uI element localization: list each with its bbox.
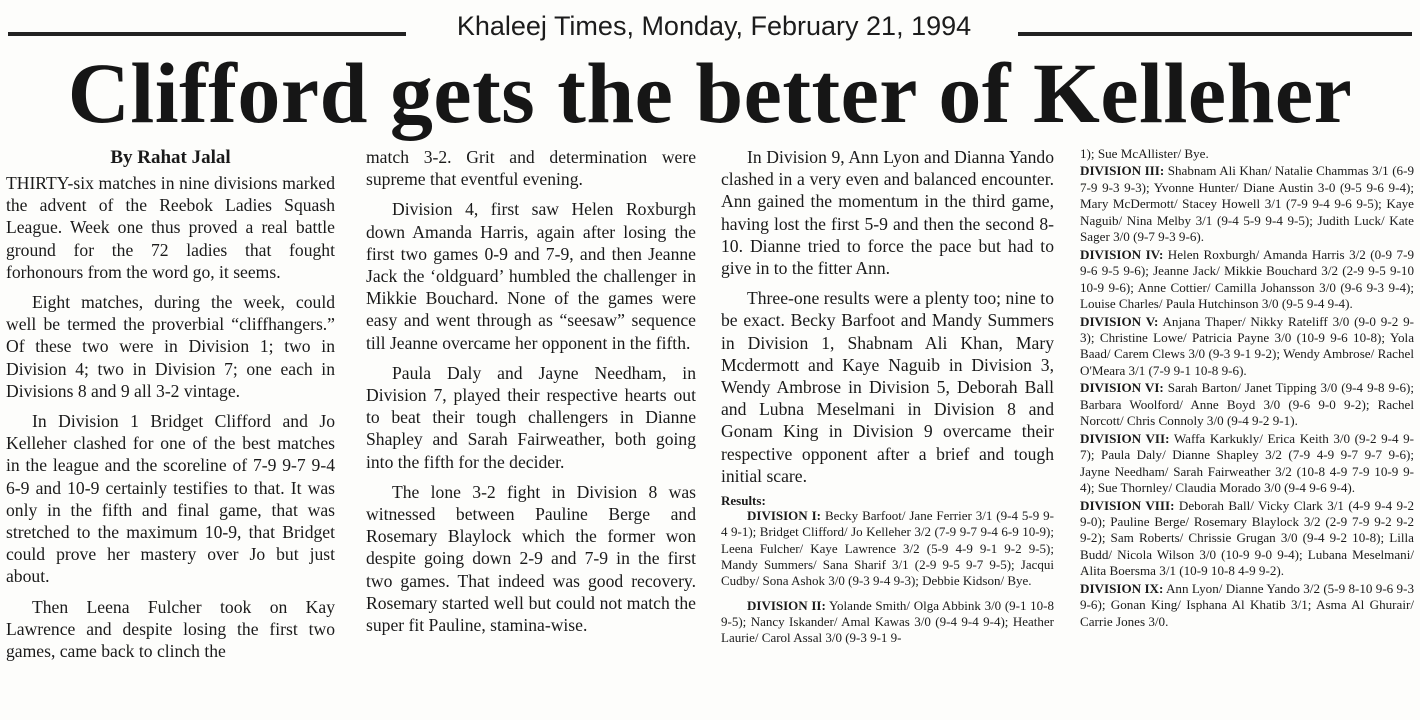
results-division-7 <box>1080 431 1414 497</box>
division-label: DIVISION II: <box>747 597 826 613</box>
paragraph: Division 4, first saw Helen Roxburgh down Amanda Harris, again after losing the first two games 0-9 and 7-9, and then Jeanne Jack the ‘oldguard’ humbled the challenger in Mikkie Bouchard. None of the games were easy and went through as “seesaw” sequence till Jeanne overcame her opponent in the fifth. <box>366 199 696 353</box>
results-division-4 <box>1080 247 1414 313</box>
article-column-1 <box>6 146 335 720</box>
division-results: Anjana Thaper/ Nikky Rateliff 3/0 (9-0 9-2 9-3); Christine Lowe/ Patricia Payne 3/0 (10-9 9-6 10-8); Yola Baad/ Carem Clews 3/0 (9-3 9-1 9-2); Wendy Ambrose/ Rachel O'Meara 3/1 (7-9 9-1 10-8 9-6). <box>1080 313 1414 378</box>
division-label: DIVISION VII: <box>1080 430 1170 446</box>
results-division-3 <box>1080 163 1414 245</box>
paragraph: In Division 9, Ann Lyon and Dianna Yando clashed in a very even and balanced encounter. Ann gained the momentum in the third game, having lost the first 5-9 and then the second 8-10. Dianne tried to force the pace but had to give in to the fitter Ann. <box>721 147 1054 279</box>
results-continued: 1); Sue McAllister/ Bye. <box>1080 146 1209 161</box>
division-label: DIVISION III: <box>1080 163 1165 179</box>
paragraph: Then Leena Fulcher took on Kay Lawrence and despite losing the first two games, came back to clinch the <box>6 596 335 662</box>
paragraph: Paula Daly and Jayne Needham, in Division 7, played their respective hearts out to beat their tough challengers in Dianne Shapley and Sarah Fairweather, both going into the fifth for the decider. <box>366 362 696 472</box>
division-results: Ann Lyon/ Dianne Yando 3/2 (5-9 8-10 9-6 9-3 9-6); Gonan King/ Isphana Al Khatib 3/1; Asma Al Ghurair/ Carrie Jones 3/0. <box>1080 580 1414 629</box>
article-column-3 <box>721 146 1054 720</box>
results-division-6 <box>1080 380 1414 429</box>
division-results: Deborah Ball/ Vicky Clark 3/1 (4-9 9-4 9-2 9-0); Pauline Berge/ Rosemary Blaylock 3/2 (2-9 7-9 9-2 9-2 9-2); Sam Roberts/ Chrissie Grugan 3/0 (9-4 9-2 10-8); Lilla Budd/ Nicola Wilson 3/0 (10-9 9-0 9-4); Lubana Meselmani/ Alita Boersma 3/1 (10-9 10-8 4-9 9-2). <box>1080 497 1414 579</box>
paragraph: match 3-2. Grit and determination were supreme that eventful evening. <box>366 147 696 190</box>
paragraph: Three-one results were a plenty too; nine to be exact. Becky Barfoot and Mandy Summers in Division 1, Shabnam Ali Khan, Mary Mcdermott and Kaye Naguib in Division 3, Wendy Ambrose in Division 5, Deborah Ball and Lubna Meselmani in Division 8 and Gonam King in Division 9 overcame their respective opponent after a brief and tough initial scare. <box>721 288 1054 486</box>
results-division-8 <box>1080 498 1414 580</box>
masthead-rule-left <box>8 32 406 36</box>
article-column-2 <box>366 146 696 720</box>
paragraph: THIRTY-six matches in nine divisions marked the advent of the Reebok Ladies Squash League. Week one thus proved a real battle ground for the 72 ladies that fought forhonours from the word go, it seems. <box>6 173 335 282</box>
results-column <box>1080 146 1414 720</box>
division-results: Shabnam Ali Khan/ Natalie Chammas 3/1 (6-9 7-9 9-3 9-3); Yvonne Hunter/ Diane Austin 3-0 (9-5 9-6 9-4); Mary McDermott/ Stacey Howell 3/1 (7-9 9-4 9-6 9-5); Kaye Naguib/ Nina Melby 3/1 (9-4 5-9 9-4 9-5); Judith Luck/ Kate Sager 3/0 (9-7 9-3 9-6). <box>1080 163 1414 245</box>
paragraph: The lone 3-2 fight in Division 8 was witnessed between Pauline Berge and Rosemary Blaylock which the former won despite going down 2-9 and 7-9 in the first two games. That indeed was good recovery. Rosemary started well but could not match the super fit Pauline, stamina-wise. <box>366 481 696 636</box>
division-results: Becky Barfoot/ Jane Ferrier 3/1 (9-4 5-9 9-4 9-1); Bridget Clifford/ Jo Kelleher 3/2 (7-9 9-7 9-4 6-9 10-9); Leena Fulcher/ Kaye Lawrence 3/2 (5-9 4-9 9-1 9-2 9-5); Mandy Summers/ Sana Sharif 3/1 (2-9 9-5 9-7 9-5); Jacqui Cudby/ Sona Ashok 3/0 (9-3 9-4 9-3); Debbie Kidson/ Bye. <box>721 508 1054 589</box>
masthead-rule-right <box>1018 32 1412 36</box>
division-label: DIVISION V: <box>1080 313 1159 329</box>
division-label: DIVISION IX: <box>1080 580 1164 596</box>
division-results: Sarah Barton/ Janet Tipping 3/0 (9-4 9-8 9-6); Barbara Woolford/ Anne Boyd 3/0 (9-6 9-0 9-2); Rachel Norcott/ Chris Connoly 3/0 (9-4 9-2 9-1). <box>1080 380 1414 429</box>
results-division-2 <box>721 598 1054 647</box>
masthead-text: Khaleej Times, Monday, February 21, 1994 <box>456 11 972 41</box>
results-heading: Results: <box>721 493 766 509</box>
division-results: Yolande Smith/ Olga Abbink 3/0 (9-1 10-8 9-5); Nancy Iskander/ Amal Kawas 3/0 (9-4 9-4 9-4); Heather Laurie/ Carol Assal 3/0 (9-3 9-1 9- <box>721 597 1054 646</box>
division-label: DIVISION VI: <box>1080 380 1164 396</box>
headline: Clifford gets the better of Kelleher <box>67 45 1353 141</box>
masthead <box>8 8 1412 44</box>
division-label: DIVISION VIII: <box>1080 497 1175 513</box>
byline: By Rahat Jalal <box>110 147 231 168</box>
results-division-9 <box>1080 581 1414 630</box>
results-division-5 <box>1080 314 1414 380</box>
division-label: DIVISION I: <box>747 508 822 524</box>
division-label: DIVISION IV: <box>1080 246 1164 262</box>
division-results: Helen Roxburgh/ Amanda Harris 3/2 (0-9 7-9 9-6 9-5 9-6); Jeanne Jack/ Mikkie Bouchard 3/2 (2-9 9-5 9-10 10-9 9-6); Anne Cottier/ Camilla Johansson 3/0 (9-6 9-3 9-4); Louise Charles/ Paula Hutchinson 3/0 (9-5 9-4 9-4). <box>1080 246 1414 312</box>
results-division-1 <box>721 508 1054 589</box>
paragraph: In Division 1 Bridget Clifford and Jo Kelleher clashed for one of the best matches in the league and the scoreline of 7-9 9-7 9-4 6-9 and 10-9 certainly testifies to that. It was only in the fifth and final game, that was stretched to the maximum 10-9, that Bridget could prove her mastery over Jo but just about. <box>6 411 335 587</box>
division-results: Waffa Karkukly/ Erica Keith 3/0 (9-2 9-4 9-7); Paula Daly/ Dianne Shapley 3/2 (7-9 4-9 9-7 9-7 9-6); Jayne Needham/ Sarah Fairweather 3/2 (10-8 4-9 7-9 10-9 9-4); Sue Thornley/ Claudia Morado 3/0 (9-4 9-6 9-4). <box>1080 430 1414 496</box>
paragraph: Eight matches, during the week, could well be termed the proverbial “cliffhangers.” Of these two were in Division 1; two in Division 4; two in Division 7; one each in Divisions 8 and 9 all 3-2 vintage. <box>6 292 335 401</box>
